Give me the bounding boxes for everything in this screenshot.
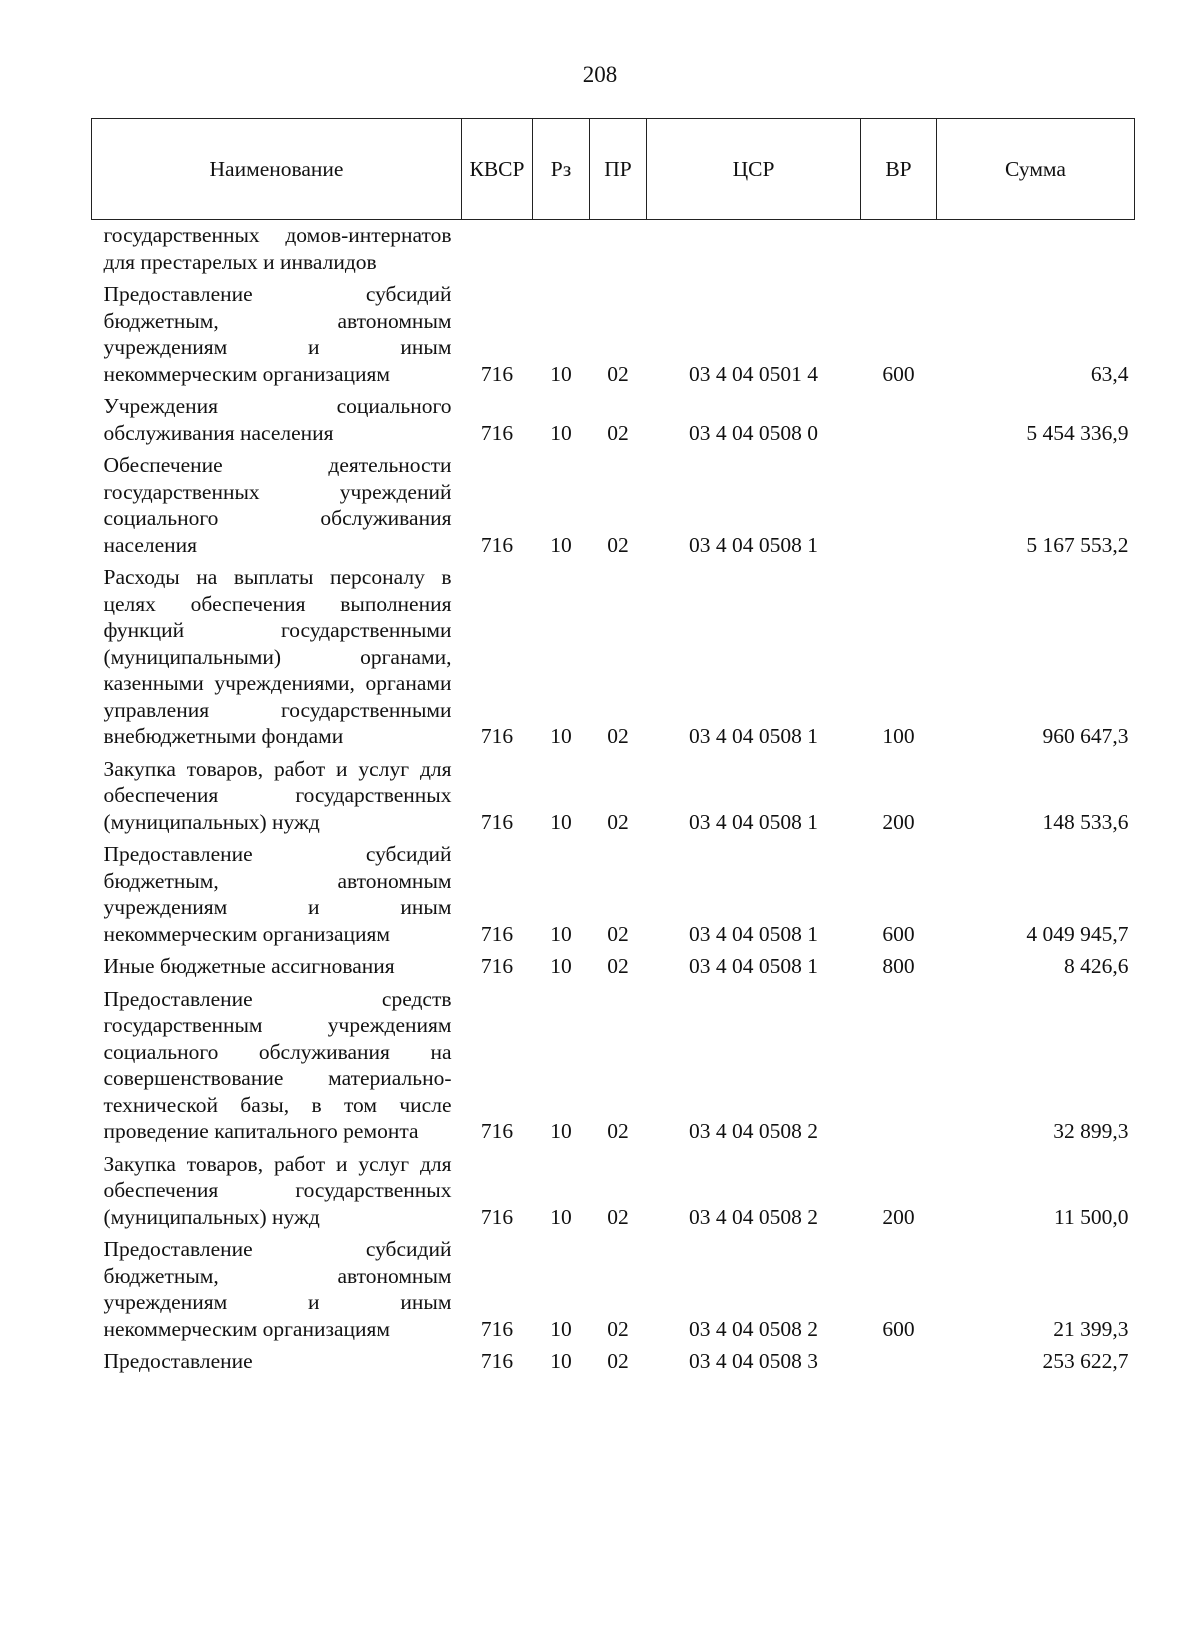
cell-sum: 8 426,6 [1064, 954, 1129, 978]
cell-rz: 10 [550, 1119, 572, 1143]
cell-pr: 02 [607, 954, 629, 978]
cell-kvsr: 716 [480, 420, 514, 445]
cell-vr [861, 450, 937, 562]
cell-sum [937, 220, 1135, 280]
cell-name: Иные бюджетные ассигнования [103, 954, 395, 978]
cell-name: государственных домов-интернатов для престарелых и инвалидов [103, 223, 452, 274]
cell-vr: 200 [882, 809, 915, 834]
cell-pr: 02 [607, 420, 629, 445]
cell-rz: 10 [550, 1316, 572, 1341]
cell-csr: 03 4 04 0508 1 [689, 809, 818, 834]
header-kvsr: КВСР [462, 119, 533, 220]
header-rz: Рз [533, 119, 590, 220]
cell-name: Предоставление [103, 1349, 253, 1373]
cell-kvsr: 716 [480, 809, 514, 834]
header-pr: ПР [590, 119, 647, 220]
cell-csr: 03 4 04 0508 1 [689, 532, 818, 557]
cell-csr: 03 4 04 0508 1 [689, 724, 818, 748]
cell-name: Расходы на выплаты персоналу в целях обеспечения выполнения функций государственными (муниципальными) органами, казенными учреждениями, органами управления государственными внебюджетными фондами [103, 565, 452, 748]
cell-name: Обеспечение деятельности государственных учреждений социального обслуживания населения [103, 453, 452, 557]
cell-rz: 10 [550, 724, 572, 748]
cell-name: Закупка товаров, работ и услуг для обеспечения государственных (муниципальных) нужд [103, 1151, 452, 1229]
table-row [92, 1234, 1135, 1346]
cell-rz [533, 220, 590, 280]
cell-kvsr: 716 [480, 1349, 514, 1373]
cell-vr: 600 [882, 1316, 915, 1341]
cell-sum: 253 622,7 [1042, 1349, 1129, 1373]
table-row [92, 839, 1135, 951]
cell-kvsr: 716 [480, 1204, 514, 1229]
header-name: Наименование [92, 119, 462, 220]
cell-pr: 02 [607, 809, 629, 834]
cell-vr [861, 220, 937, 280]
table-body [92, 220, 1135, 1379]
table-row [92, 951, 1135, 984]
cell-kvsr: 716 [480, 361, 514, 386]
table-row [92, 984, 1135, 1149]
table-row [92, 220, 1135, 280]
cell-vr: 800 [882, 954, 915, 978]
cell-name: Закупка товаров, работ и услуг для обеспечения государственных (муниципальных) нужд [103, 756, 452, 834]
cell-csr: 03 4 04 0508 3 [689, 1349, 818, 1373]
cell-name: Предоставление субсидий бюджетным, автономным учреждениям и иным некоммерческим организациям [103, 282, 452, 386]
cell-sum: 960 647,3 [1042, 724, 1129, 748]
cell-csr [647, 220, 861, 280]
cell-vr: 600 [882, 361, 915, 386]
cell-pr: 02 [607, 1349, 629, 1373]
cell-rz: 10 [550, 1349, 572, 1373]
cell-rz: 10 [550, 361, 572, 386]
cell-name: Предоставление субсидий бюджетным, автономным учреждениям и иным некоммерческим организациям [103, 1237, 452, 1341]
cell-vr: 100 [882, 724, 915, 748]
cell-pr: 02 [607, 1204, 629, 1229]
cell-csr: 03 4 04 0508 1 [689, 921, 818, 946]
cell-pr: 02 [607, 921, 629, 946]
table-row [92, 562, 1135, 754]
cell-csr: 03 4 04 0508 1 [689, 954, 818, 978]
header-csr: ЦСР [647, 119, 861, 220]
table-row [92, 279, 1135, 391]
table-header-row [92, 119, 1135, 220]
cell-vr [861, 391, 937, 450]
cell-sum: 148 533,6 [1042, 809, 1129, 834]
cell-pr: 02 [607, 532, 629, 557]
cell-pr: 02 [607, 1316, 629, 1341]
table-row [92, 754, 1135, 840]
cell-name: Учреждения социального обслуживания населения [103, 394, 452, 445]
cell-csr: 03 4 04 0508 0 [689, 420, 818, 445]
cell-name: Предоставление субсидий бюджетным, автономным учреждениям и иным некоммерческим организациям [103, 842, 452, 946]
cell-sum: 4 049 945,7 [1026, 921, 1129, 946]
cell-pr [590, 220, 647, 280]
cell-rz: 10 [550, 954, 572, 978]
cell-sum: 5 167 553,2 [1026, 532, 1129, 557]
page-number: 208 [582, 62, 618, 87]
cell-vr: 600 [882, 921, 915, 946]
cell-rz: 10 [550, 532, 572, 557]
cell-pr: 02 [607, 361, 629, 386]
header-sum: Сумма [937, 119, 1135, 220]
cell-vr [861, 1346, 937, 1379]
cell-sum: 11 500,0 [1054, 1204, 1129, 1229]
table-row [92, 1149, 1135, 1235]
budget-table [91, 118, 1135, 1379]
table-row [92, 391, 1135, 450]
cell-rz: 10 [550, 921, 572, 946]
cell-sum: 5 454 336,9 [1026, 420, 1129, 445]
cell-vr [861, 984, 937, 1149]
cell-kvsr [462, 220, 533, 280]
cell-sum: 21 399,3 [1053, 1316, 1129, 1341]
cell-rz: 10 [550, 809, 572, 834]
cell-pr: 02 [607, 724, 629, 748]
cell-pr: 02 [607, 1119, 629, 1143]
cell-csr: 03 4 04 0501 4 [689, 361, 818, 386]
cell-name: Предоставление средств государственным учреждениям социального обслуживания на совершенствование материально-технической базы, в том числе проведение капитального ремонта [103, 986, 452, 1143]
cell-kvsr: 716 [480, 724, 514, 748]
cell-rz: 10 [550, 420, 572, 445]
header-vr: ВР [861, 119, 937, 220]
cell-vr: 200 [882, 1204, 915, 1229]
cell-kvsr: 716 [480, 921, 514, 946]
cell-kvsr: 716 [480, 1119, 514, 1143]
cell-csr: 03 4 04 0508 2 [689, 1204, 818, 1229]
cell-sum: 32 899,3 [1053, 1119, 1129, 1143]
cell-kvsr: 716 [480, 954, 514, 978]
cell-rz: 10 [550, 1204, 572, 1229]
table-row [92, 1346, 1135, 1379]
cell-sum: 63,4 [1090, 361, 1129, 386]
cell-csr: 03 4 04 0508 2 [689, 1119, 818, 1143]
cell-kvsr: 716 [480, 1316, 514, 1341]
cell-kvsr: 716 [480, 532, 514, 557]
cell-csr: 03 4 04 0508 2 [689, 1316, 818, 1341]
table-row [92, 450, 1135, 562]
